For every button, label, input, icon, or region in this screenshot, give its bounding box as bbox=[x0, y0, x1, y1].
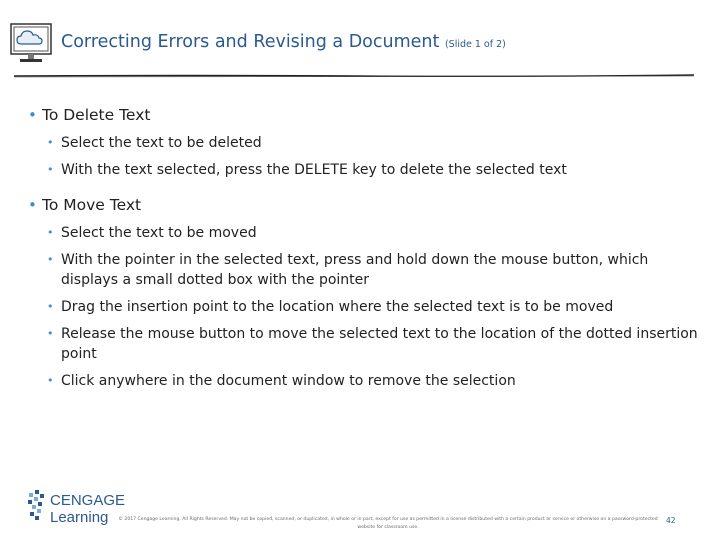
bullet-icon: • bbox=[47, 253, 54, 266]
list-item: • Release the mouse button to move the selected text to the location of the dotted insertion point bbox=[47, 326, 698, 362]
cloud-computer-icon bbox=[8, 20, 54, 66]
bullet-icon: • bbox=[47, 327, 54, 340]
list-item: • With the pointer in the selected text, press and hold down the mouse button, which displays a small dotted box with the pointer bbox=[47, 252, 649, 288]
section-heading: • To Delete Text bbox=[28, 106, 151, 124]
bullet-icon: • bbox=[47, 226, 54, 239]
bullet-icon: • bbox=[47, 136, 54, 149]
list-item: • Select the text to be moved bbox=[47, 225, 257, 241]
cengage-logo-mark bbox=[28, 490, 44, 520]
list-item: • Drag the insertion point to the location where the selected text is to be moved bbox=[47, 299, 614, 315]
bullet-icon: • bbox=[47, 300, 54, 313]
bullet-icon: • bbox=[28, 196, 37, 214]
bullet-icon: • bbox=[47, 374, 54, 387]
section-heading: • To Move Text bbox=[28, 196, 142, 214]
title-underline bbox=[14, 72, 694, 80]
bullet-icon: • bbox=[28, 106, 37, 124]
slide-title-subtitle: (Slide 1 of 2) bbox=[444, 39, 506, 50]
list-item: • Click anywhere in the document window to remove the selection bbox=[47, 373, 516, 389]
learning-logo-wordmark: Learning bbox=[50, 509, 109, 526]
page-number: 42 bbox=[666, 516, 676, 525]
cengage-logo-wordmark: CENGAGE bbox=[50, 492, 126, 509]
bullet-icon: • bbox=[47, 163, 54, 176]
list-item: • With the text selected, press the DELETE key to delete the selected text bbox=[47, 162, 567, 178]
slide-title bbox=[61, 32, 506, 52]
list-item: • Select the text to be deleted bbox=[47, 135, 262, 151]
slide-title-main: Correcting Errors and Revising a Document bbox=[61, 32, 440, 52]
copyright-notice: © 2017 Cengage Learning. All Rights Reserved. May not be copied, scanned, or duplicated, in whole or in part, except for use as permitted in a license distributed with a certain product or service or otherwise on a password-protected website for classroom use. bbox=[118, 517, 658, 530]
slide-body bbox=[28, 104, 698, 391]
